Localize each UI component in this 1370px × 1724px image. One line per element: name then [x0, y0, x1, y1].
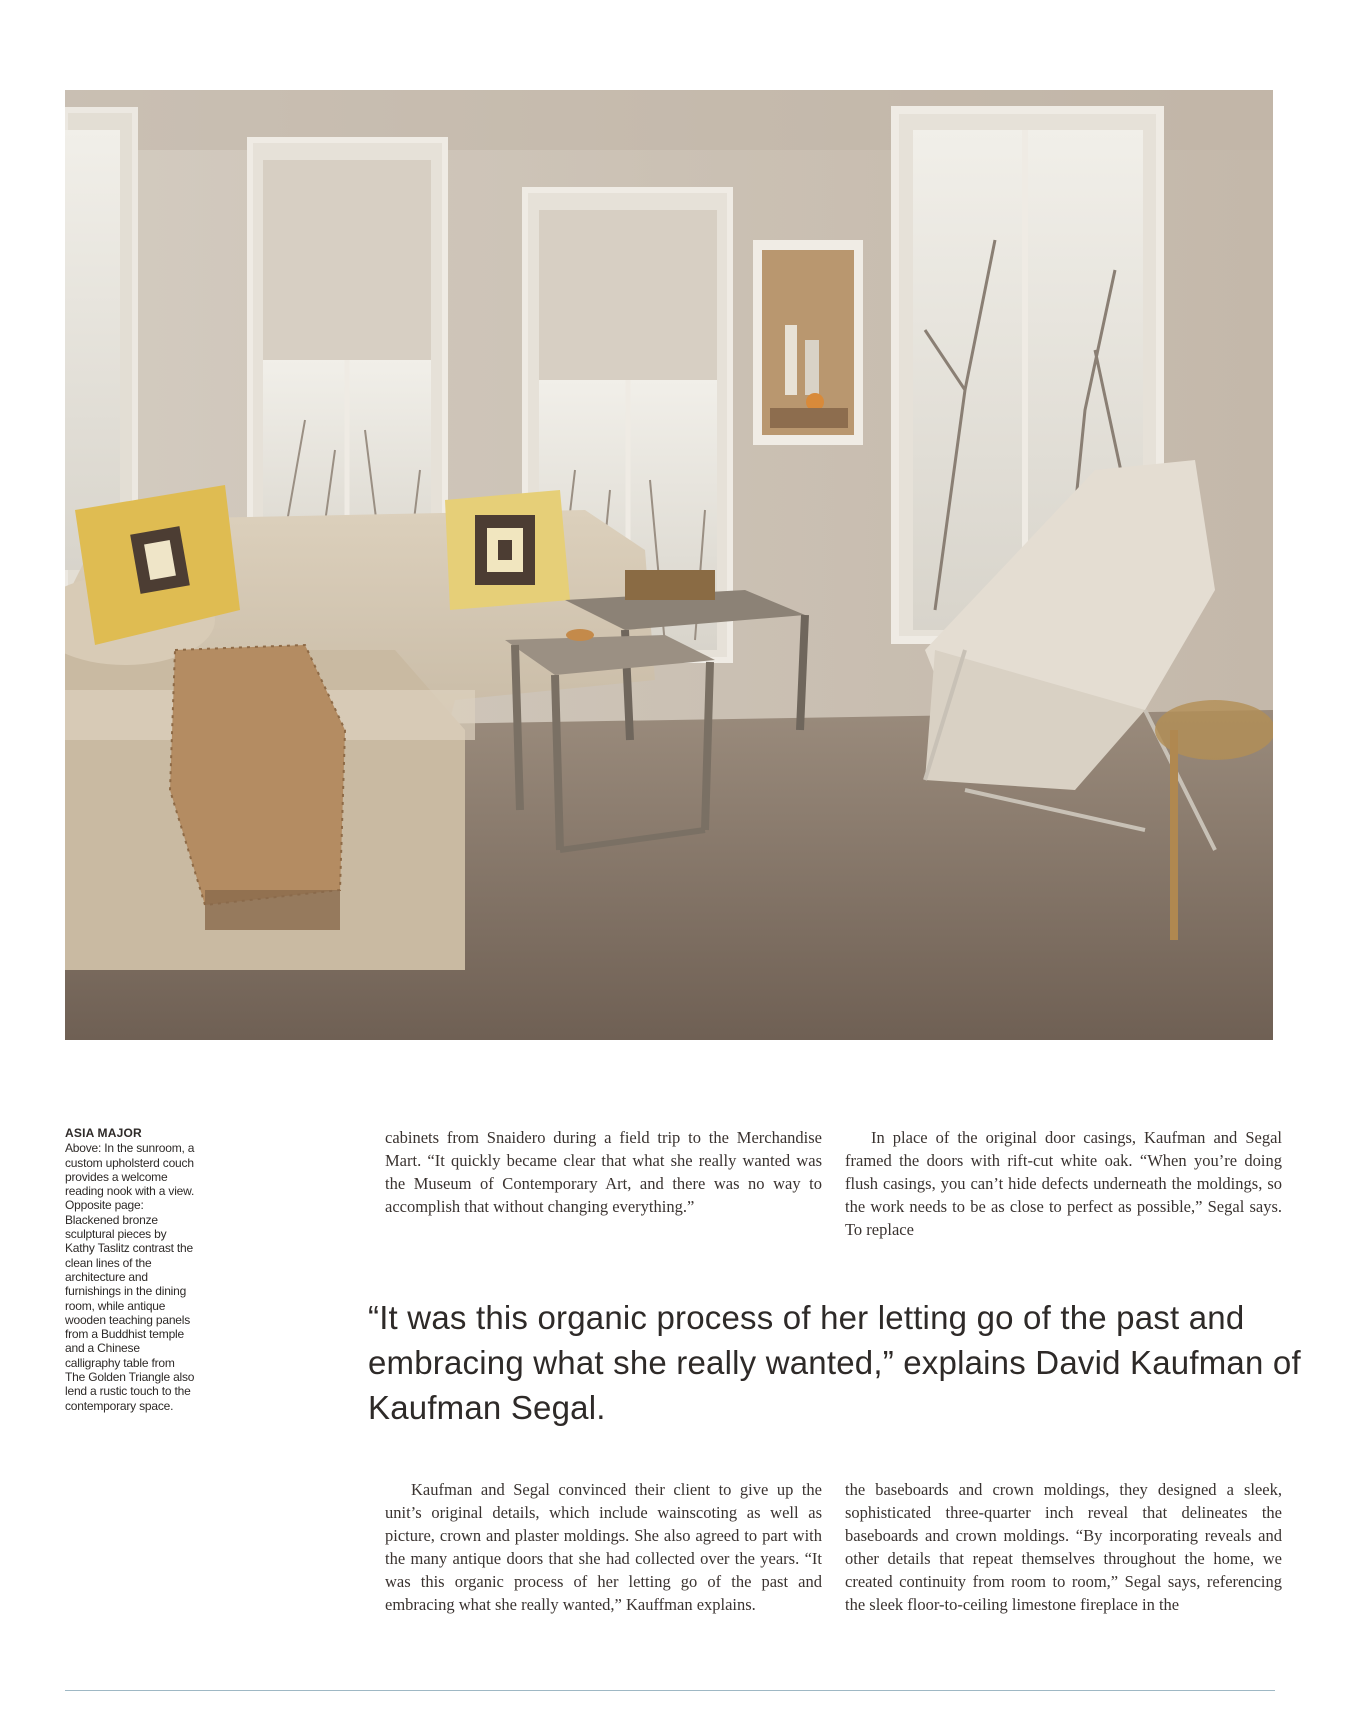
caption-title: ASIA MAJOR	[65, 1126, 142, 1140]
still-life-painting	[753, 240, 863, 445]
article-column-2-top: In place of the original door casings, Kaufman and Segal framed the doors with rift-cut white oak. “When you’re doing flush casings, you can’t hide defects underneath the moldings, so the work needs to be as close to perfect as possible,” Segal says. To replace	[845, 1128, 1282, 1239]
sunroom-illustration	[65, 90, 1273, 1040]
photo-caption	[65, 1126, 195, 1413]
caption-text: Above: In the sunroom, a custom upholsterd couch provides a welcome reading nook with a view. Opposite page: Blackened bronze sculptural pieces by Kathy Taslitz contrast the clean lines of the architecture and furnishings in the dining room, while antique wooden teaching panels from a Buddhist temple and a Chinese calligraphy table from The Golden Triangle also lend a rustic touch to the contemporary space.	[65, 1141, 195, 1413]
pillow-center	[445, 490, 570, 610]
article-column-1-bottom: Kaufman and Segal convinced their client to give up the unit’s original details, which include wainscoting as well as picture, crown and plaster moldings. She also agreed to part with the many antique doors that she had collected over the years. “It was this organic process of her letting go of the past and embracing what she really wanted,” Kauffman explains.	[385, 1480, 822, 1614]
article-column-1-top: cabinets from Snaidero during a field trip to the Merchandise Mart. “It quickly became clear that what she really wanted was the Museum of Contemporary Art, and there was no way to accomplish that without changing everything.”	[385, 1128, 822, 1216]
pull-quote: “It was this organic process of her letting go of the past and embracing what she really wanted,” explains David Kaufman of Kaufman Segal.	[368, 1299, 1301, 1426]
sunroom-photo	[65, 90, 1273, 1040]
footer-rule	[65, 1690, 1275, 1691]
article-column-2-bottom: the baseboards and crown moldings, they designed a sleek, sophisticated three-quarter inch reveal that delineates the baseboards and crown moldings. “By incorporating reveals and other details that repeat themselves throughout the home, we created continuity from room to room,” Segal says, referencing the sleek floor-to-ceiling limestone fireplace in the	[845, 1480, 1282, 1614]
